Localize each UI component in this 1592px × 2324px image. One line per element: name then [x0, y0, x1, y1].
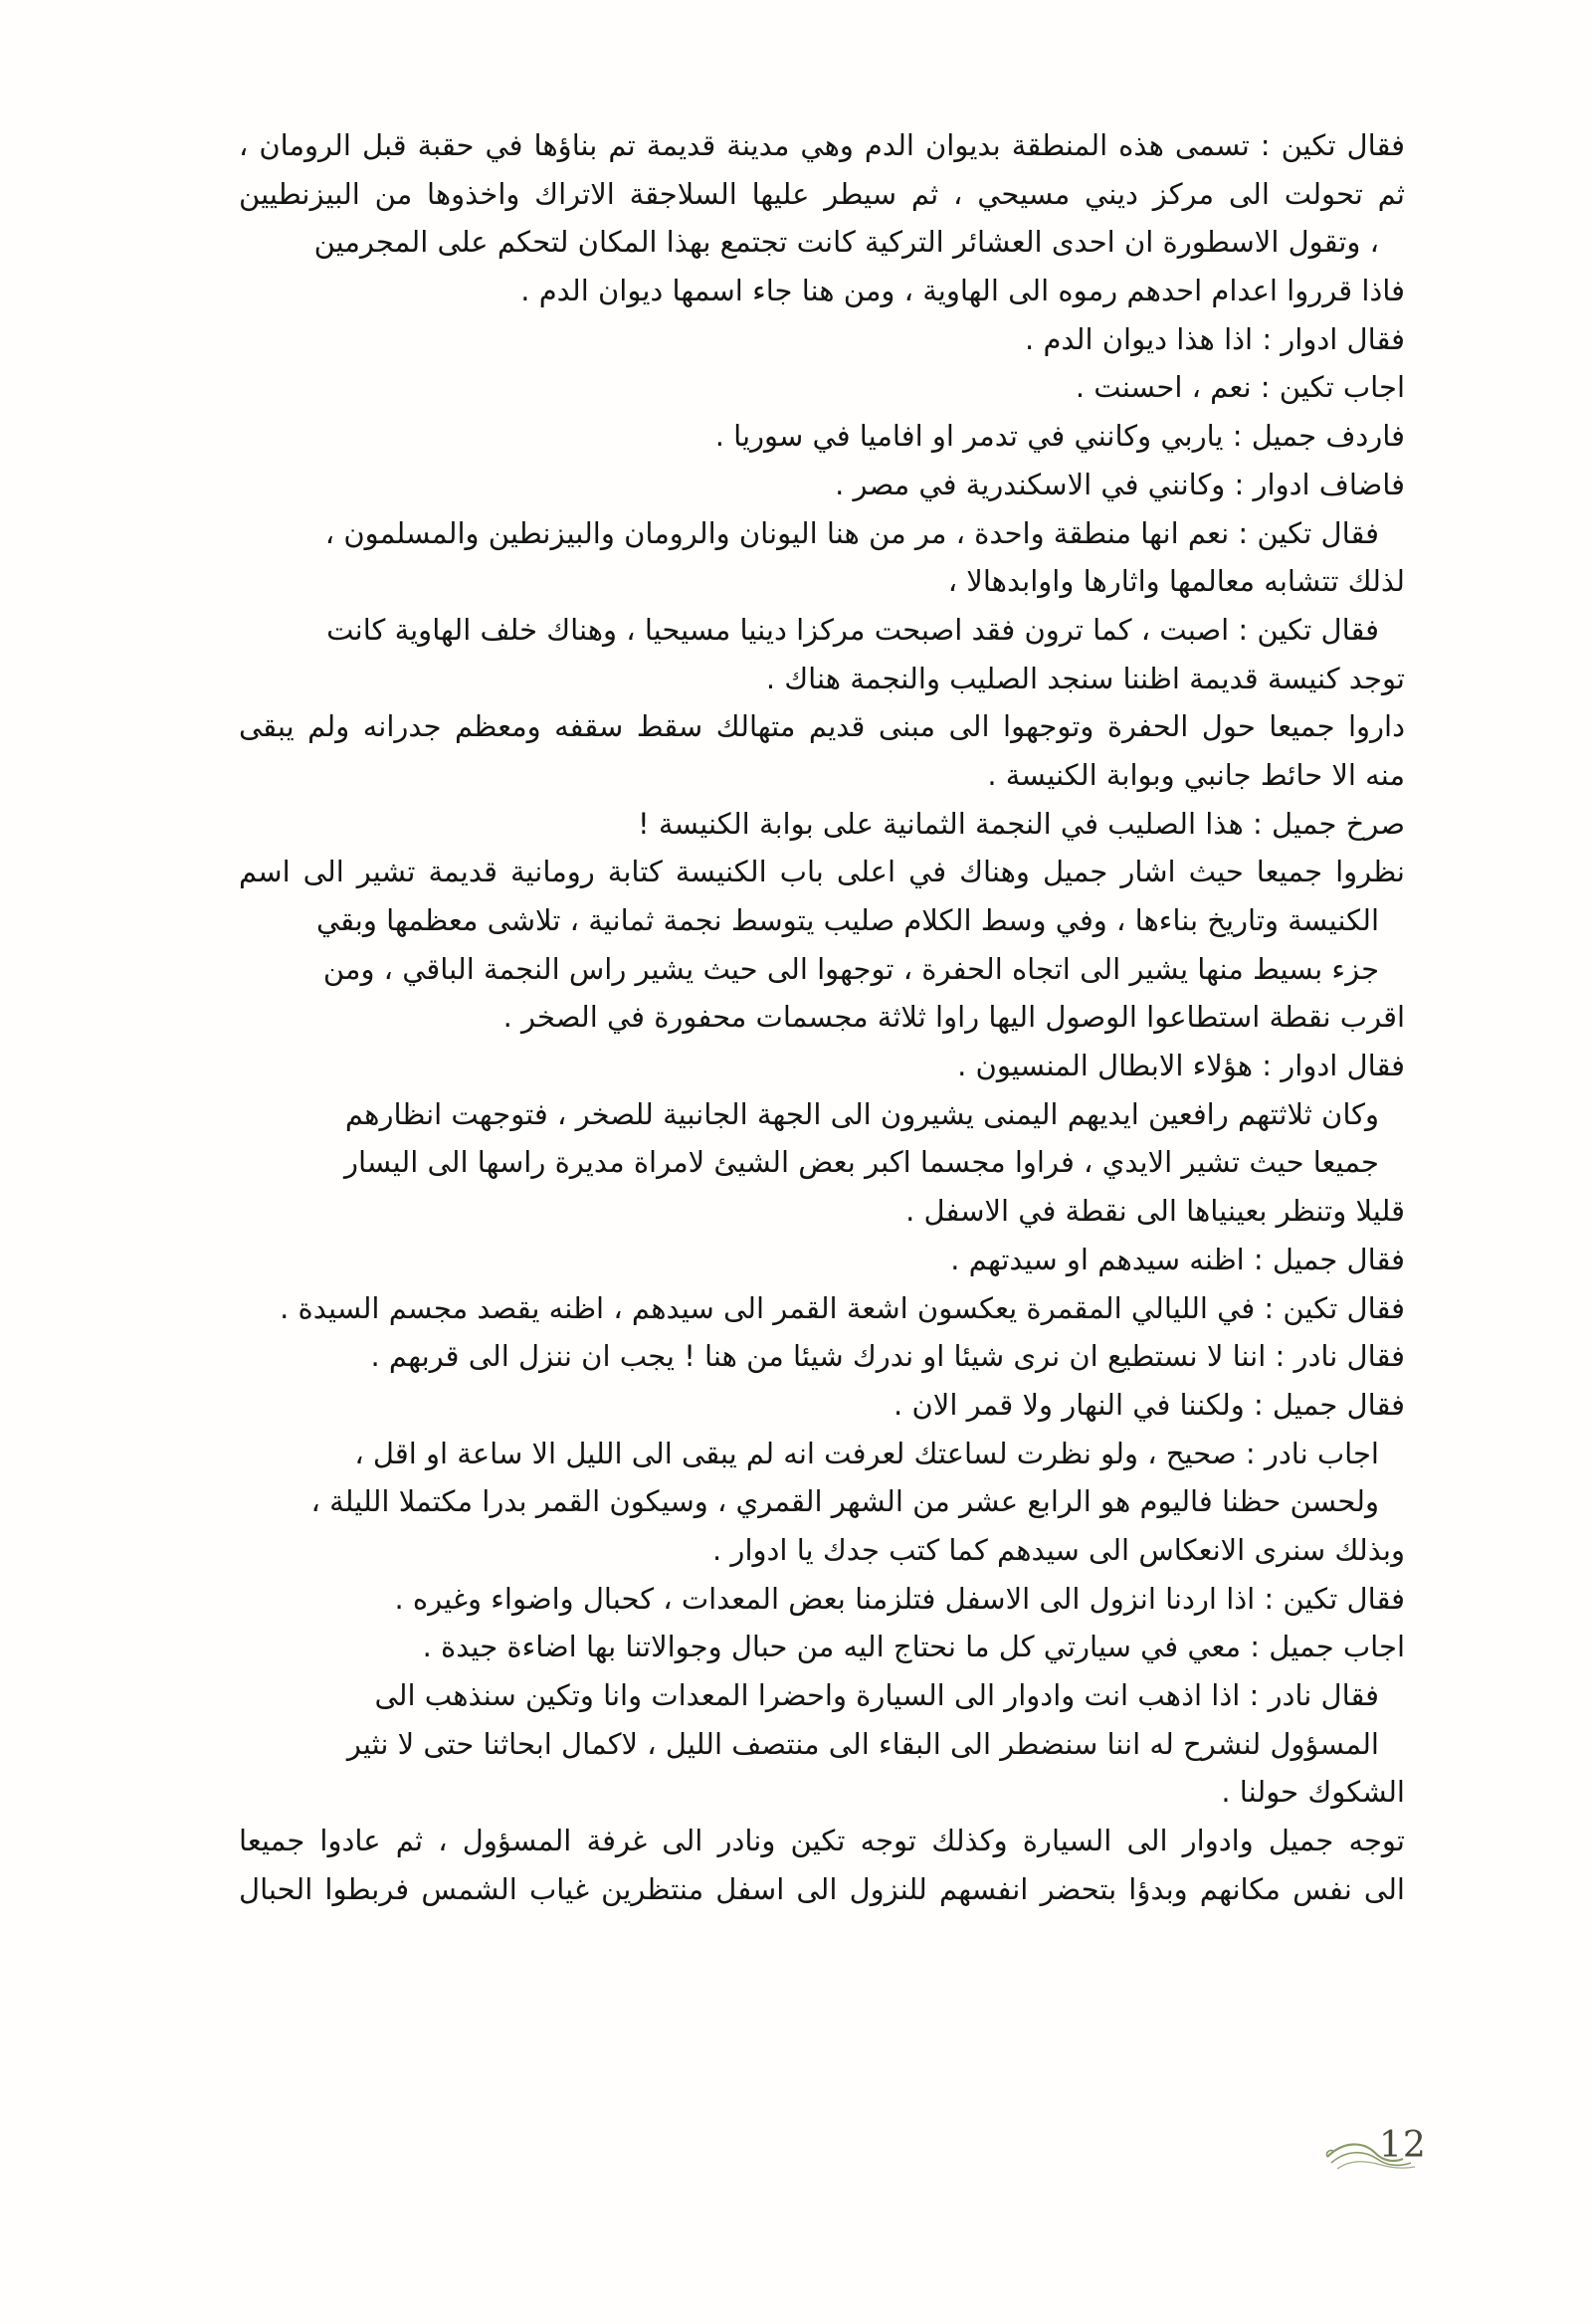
text-line: اجاب جميل : معي في سيارتي كل ما نحتاج اليه من حبال وجوالاتنا بها اضاءة جيدة .	[422, 1630, 1405, 1664]
text-line: الكنيسة وتاريخ بناءها ، وفي وسط الكلام صليب يتوسط نجمة ثمانية ، تلاشى معظمها وبقي	[315, 903, 1379, 937]
text-line: فاردف جميل : ياربي وكانني في تدمر او افاميا في سوريا .	[714, 419, 1405, 454]
text-line: صرخ جميل : هذا الصليب في النجمة الثمانية على بوابة الكنيسة !	[638, 806, 1405, 841]
text-line: اقرب نقطة استطاعوا الوصول اليها راوا ثلاثة مجسمات محفورة في الصخر .	[502, 1000, 1405, 1035]
text-line: ولحسن حظنا فاليوم هو الرابع عشر من الشهر القمري ، وسيكون القمر بدرا مكتملا الليلة ،	[310, 1484, 1379, 1519]
text-line: قليلا وتنظر بعينياها الى نقطة في الاسفل .	[905, 1194, 1405, 1229]
text-line: توجه جميل وادوار الى السيارة وكذلك توجه تكين ونادر الى غرفة المسؤول ، ثم عادوا جميعا	[239, 1824, 1405, 1858]
text-line: فقال نادر : اننا لا نستطيع ان نرى شيئا او ندرك شيئا من هنا ! يجب ان ننزل الى قربهم .	[370, 1339, 1405, 1374]
text-line: فقال جميل : اظنه سيدهم او سيدتهم .	[950, 1242, 1405, 1276]
text-line: منه الا حائط جانبي وبوابة الكنيسة .	[987, 757, 1405, 792]
page-body-text	[239, 121, 1405, 1913]
text-line: فقال ادوار : اذا هذا ديوان الدم .	[1025, 321, 1405, 356]
text-line: اجاب نادر : صحيح ، ولو نظرت لساعتك لعرفت انه لم يبقى الى الليل الا ساعة او اقل ،	[354, 1436, 1379, 1470]
text-line: نظروا جميعا حيث اشار جميل وهناك في اعلى باب الكنيسة كتابة رومانية قديمة تشير الى اسم	[239, 855, 1405, 889]
text-line: اجاب تكين : نعم ، احسنت .	[1075, 370, 1405, 405]
text-line: فقال جميل : ولكننا في النهار ولا قمر الان .	[894, 1387, 1405, 1422]
text-line: فقال تكين : اذا اردنا انزول الى الاسفل فتلزمنا بعض المعدات ، كحبال واضواء وغيره .	[394, 1581, 1405, 1616]
text-line: فقال تكين : تسمى هذه المنطقة بديوان الدم وهي مدينة قديمة تم بناؤها في حقبة قبل الرومان ،	[239, 128, 1405, 162]
page-footer	[1323, 2119, 1443, 2179]
text-line: فاذا قرروا اعدام احدهم رموه الى الهاوية ، ومن هنا جاء اسمها ديوان الدم .	[520, 274, 1405, 308]
text-line: جزء بسيط منها يشير الى اتجاه الحفرة ، توجهوا الى حيث يشير راس النجمة الباقي ، ومن	[322, 951, 1379, 986]
text-line: ، وتقول الاسطورة ان احدى العشائر التركية كانت تجتمع بهذا المكان لتحكم على المجرمين	[313, 225, 1379, 260]
text-line: وبذلك سنرى الانعكاس الى سيدهم كما كتب جدك يا ادوار .	[712, 1532, 1405, 1567]
text-line: توجد كنيسة قديمة اظننا سنجد الصليب والنجمة هناك .	[765, 661, 1405, 695]
text-line: فاضاف ادوار : وكانني في الاسكندرية في مصر .	[835, 467, 1405, 501]
text-line: لذلك تتشابه معالمها واثارها واوابدهالا ،	[947, 564, 1405, 599]
text-line: جميعا حيث تشير الايدي ، فراوا مجسما اكبر بعض الشيئ لامراة مديرة راسها الى اليسار	[343, 1145, 1379, 1180]
text-line: فقال ادوار : هؤلاء الابطال المنسيون .	[957, 1049, 1405, 1083]
text-line: فقال تكين : نعم انها منطقة واحدة ، مر من هنا اليونان والرومان والبيزنطين والمسلمون ،	[324, 515, 1379, 550]
page-number: 12	[1379, 2125, 1427, 2166]
text-line: داروا جميعا حول الحفرة وتوجهوا الى مبنى قديم متهالك سقط سقفه ومعظم جدرانه ولم يبقى	[239, 709, 1405, 744]
text-line: ثم تحولت الى مركز ديني مسيحي ، ثم سيطر عليها السلاجقة الاتراك واخذوها من البيزنطيين	[239, 176, 1405, 211]
text-line: فقال نادر : اذا اذهب انت وادوار الى السيارة واحضرا المعدات وانا وتكين سنذهب الى	[374, 1678, 1379, 1712]
text-line: وكان ثلاثتهم رافعين ايديهم اليمنى يشيرون الى الجهة الجانبية للصخر ، فتوجهت انظارهم	[344, 1096, 1379, 1131]
text-line: فقال تكين : في الليالي المقمرة يعكسون اشعة القمر الى سيدهم ، اظنه يقصد مجسم السيدة .	[280, 1290, 1405, 1325]
text-line: الشكوك حولنا .	[1221, 1775, 1405, 1810]
text-line: المسؤول لنشرح له اننا سنضطر الى البقاء الى منتصف الليل ، لاكمال ابحاثنا حتى لا نثير	[346, 1726, 1379, 1761]
text-line: فقال تكين : اصبت ، كما ترون فقد اصبحت مركزا دينيا مسيحيا ، وهناك خلف الهاوية كانت	[326, 612, 1379, 647]
text-line: الى نفس مكانهم وبدؤا بتحضر انفسهم للنزول الى اسفل منتظرين غياب الشمس فربطوا الحبال	[239, 1871, 1405, 1906]
